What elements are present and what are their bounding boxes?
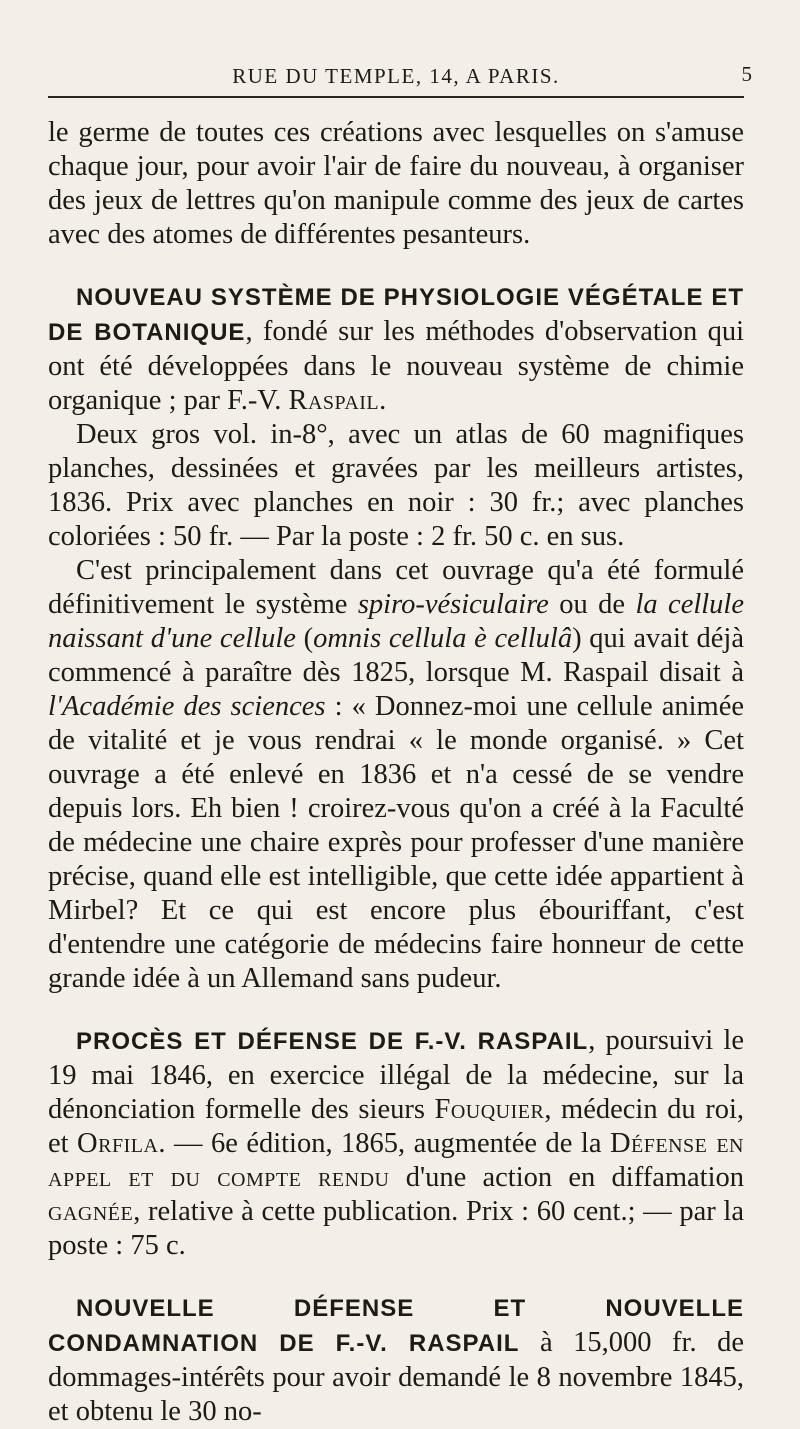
small-caps-text: Défense en appel et du compte rendu	[48, 1128, 744, 1193]
text-run: .	[379, 385, 387, 416]
small-caps-text: Raspail	[288, 385, 380, 416]
text-run: C'est principalement dans cet ouvrage qu'a été formulé définitivement le système	[48, 555, 744, 620]
paragraph	[48, 418, 744, 554]
italic-text: spiro-vésiculaire	[357, 589, 549, 620]
section-heading: NOUVELLE DÉFENSE ET NOUVELLE CONDAMNATION DE F.-V. RASPAIL	[48, 1295, 744, 1357]
text-run: , fondé sur les méthodes d'observation qui ont été développées dans le nouveau système de chimie organique ; par F.-V.	[48, 316, 744, 416]
text-block-nouvelle-defense	[48, 1291, 744, 1429]
page-number: 5	[741, 62, 752, 86]
text-block-proces	[48, 1024, 744, 1263]
text-block-nouveau-systeme	[48, 280, 744, 996]
text-run: , poursuivi le 19 mai 1846, en exercice illégal de la médecine, sur la dénonciation formelle des sieurs	[48, 1025, 744, 1125]
text-run: Deux gros vol. in-8°, avec un atlas de 60 magnifiques planches, dessinées et gravées par les meilleurs artistes, 1836. Prix avec planches en noir : 30 fr.; avec planches coloriées : 50 fr. — Par la poste : 2 fr. 50 c. en sus.	[48, 419, 744, 552]
italic-text: la cellule naissant d'une cellule	[48, 589, 744, 654]
text-run: , relative à cette publication. Prix : 60 cent.; — par la poste : 75 c.	[48, 1196, 744, 1261]
small-caps-text: gagnée	[48, 1196, 134, 1227]
text-run: d'une action en diffamation	[389, 1162, 744, 1193]
paragraph	[48, 1291, 744, 1429]
text-run: à 15,000 fr. de dommages-intérêts pour avoir demandé le 8 novembre 1845, et obtenu le 30 no-	[48, 1327, 744, 1427]
text-run: le germe de toutes ces créations avec lesquelles on s'amuse chaque jour, pour avoir l'air de faire du nouveau, à organiser des jeux de lettres qu'on manipule comme des jeux de cartes avec des atomes de différentes pesanteurs.	[48, 117, 744, 250]
running-head	[48, 62, 752, 98]
paragraph	[48, 554, 744, 996]
text-run: (	[295, 623, 314, 654]
paragraph	[48, 1024, 744, 1263]
running-title: RUE DU TEMPLE, 14, A PARIS.	[232, 64, 560, 88]
text-run: ou de	[548, 589, 636, 620]
text-run: ) qui avait déjà commencé à paraître dès 1825, lorsque M. Raspail disait à	[48, 623, 744, 688]
paragraph	[48, 280, 744, 418]
small-caps-text: Orfila	[77, 1128, 159, 1159]
italic-text: l'Académie des sciences	[48, 691, 326, 722]
text-run: . — 6e édition, 1865, augmentée de la	[158, 1128, 610, 1159]
paragraph	[48, 116, 744, 252]
body-text	[48, 116, 744, 1429]
text-block-intro	[48, 116, 744, 252]
italic-text: omnis cellula è cellulâ	[313, 623, 573, 654]
text-run: , médecin du roi, et	[48, 1094, 744, 1159]
section-heading: PROCÈS ET DÉFENSE DE F.-V. RASPAIL	[76, 1028, 589, 1055]
section-heading: NOUVEAU SYSTÈME DE PHYSIOLOGIE VÉGÉTALE ET DE BOTANIQUE	[48, 284, 744, 346]
text-run: : « Donnez-moi une cellule animée de vitalité et je vous rendrai « le monde organisé. » Cet ouvrage a été enlevé en 1836 et n'a cessé de se vendre depuis lors. Eh bien ! croirez-vous qu'on a créé à la Faculté de médecine une chaire exprès pour professer d'une manière précise, quand elle est intelligible, que cette idée appartient à Mirbel? Et ce qui est encore plus ébouriffant, c'est d'entendre une catégorie de médecins faire honneur de cette grande idée à un Allemand sans pudeur.	[48, 691, 745, 994]
small-caps-text: Fouquier	[434, 1094, 545, 1125]
